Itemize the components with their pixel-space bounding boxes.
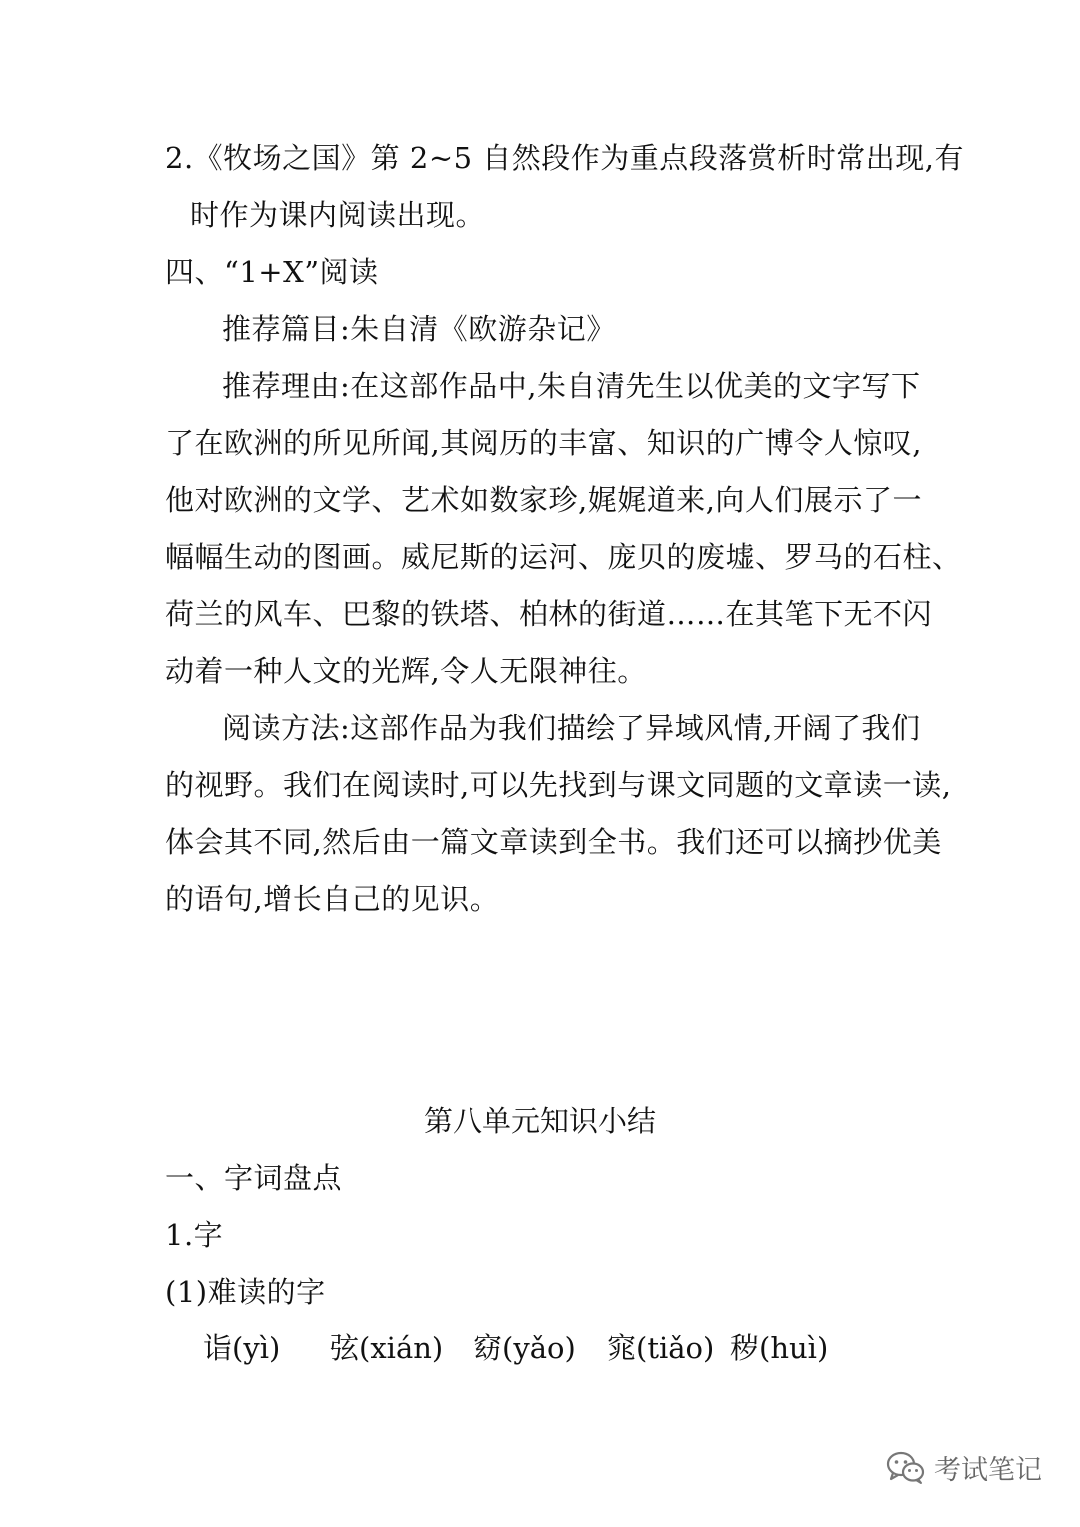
- reason-line: 推荐理由:在这部作品中,朱自清先生以优美的文字写下: [222, 369, 921, 403]
- char-item: 弦(xián): [330, 1331, 444, 1365]
- wechat-icon: [886, 1451, 926, 1485]
- reason-line: 动着一种人文的光辉,令人无限神往。: [165, 654, 647, 688]
- recommend-title: 推荐篇目:朱自清《欧游杂记》: [222, 312, 616, 346]
- reason-line: 了在欧洲的所见所闻,其阅历的丰富、知识的广博令人惊叹,: [165, 426, 922, 460]
- reason-line: 荷兰的风车、巴黎的铁塔、柏林的街道……在其笔下无不闪: [165, 597, 933, 631]
- section4-heading: 四、“1+X”阅读: [165, 255, 379, 289]
- char-item: 诣(yì): [203, 1331, 281, 1365]
- char-item: 窕(tiǎo): [607, 1331, 715, 1365]
- method-line: 阅读方法:这部作品为我们描绘了异域风情,开阔了我们: [222, 711, 921, 745]
- sub-heading-chars: 1.字: [165, 1218, 224, 1252]
- reason-line: 幅幅生动的图画。威尼斯的运河、庞贝的废墟、罗马的石柱、: [165, 540, 962, 574]
- sub-heading-hard-chars: (1)难读的字: [165, 1275, 326, 1309]
- method-line: 的语句,增长自己的见识。: [165, 882, 500, 916]
- reason-line: 他对欧洲的文学、艺术如数家珍,娓娓道来,向人们展示了一: [165, 483, 922, 517]
- char-item: 窈(yǎo): [473, 1331, 576, 1365]
- item2-line1: 2.《牧场之国》第 2~5 自然段作为重点段落赏析时常出现,有: [165, 141, 965, 175]
- watermark: [886, 1448, 1042, 1487]
- watermark-text: 考试笔记: [934, 1455, 1042, 1486]
- unit8-title: 第八单元知识小结: [423, 1104, 656, 1138]
- method-line: 的视野。我们在阅读时,可以先找到与课文同题的文章读一读,: [165, 768, 952, 802]
- char-item: 秽(huì): [730, 1331, 829, 1365]
- method-line: 体会其不同,然后由一篇文章读到全书。我们还可以摘抄优美: [165, 825, 942, 859]
- item2-line2: 时作为课内阅读出现。: [190, 198, 486, 232]
- section1-heading: 一、字词盘点: [165, 1161, 343, 1195]
